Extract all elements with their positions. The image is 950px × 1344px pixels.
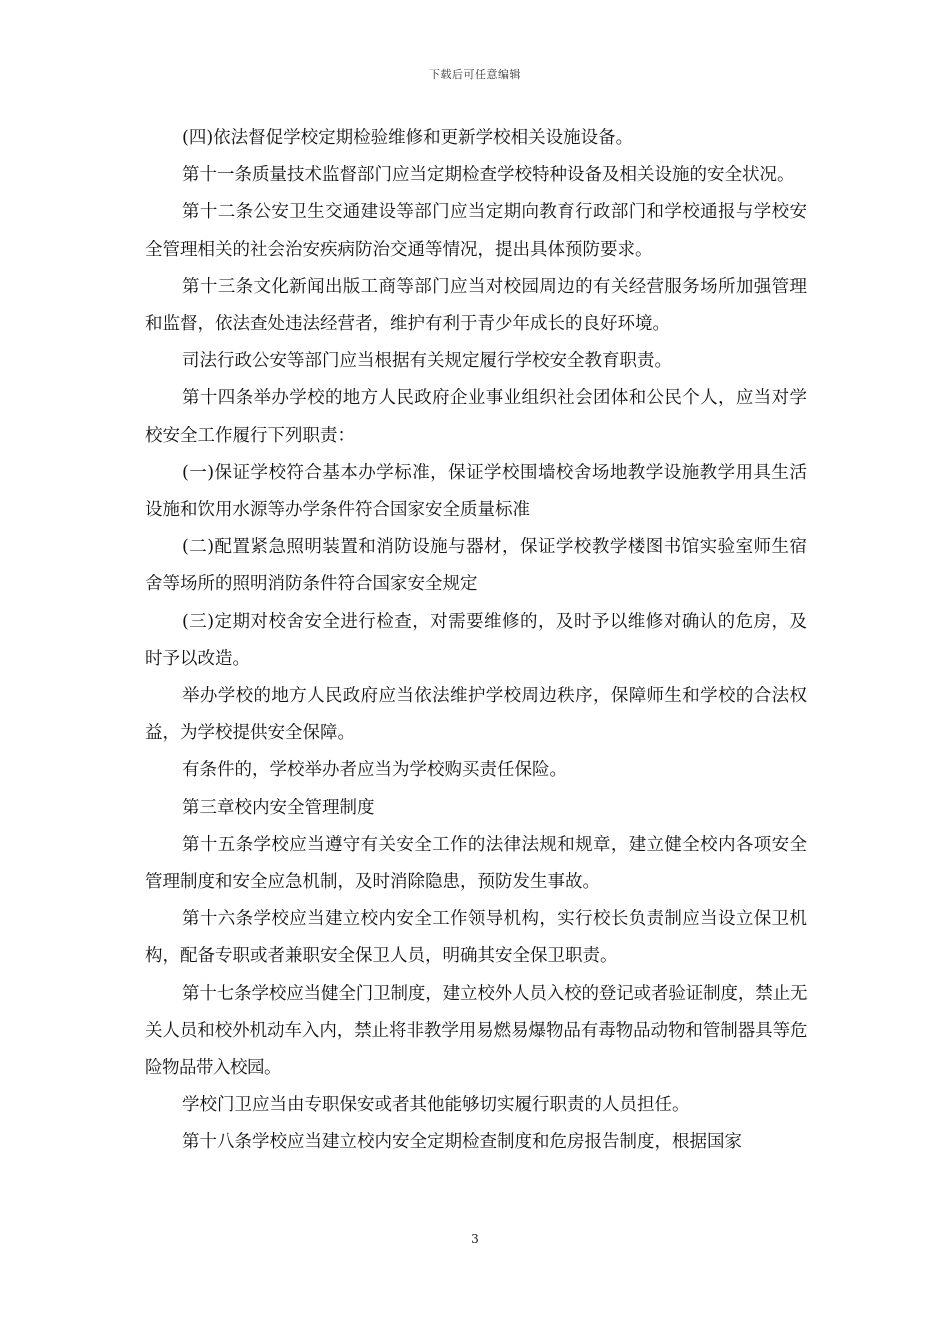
- chapter-heading: 第三章校内安全管理制度: [182, 797, 375, 818]
- paragraph: 第十四条举办学校的地方人民政府企业事业组织社会团体和公民个人，应当对学校安全工作履行下列职责：: [145, 388, 807, 446]
- paragraph: 第十三条文化新闻出版工商等部门应当对校园周边的有关经营服务场所加强管理和监督，依法查处违法经营者，维护有利于青少年成长的良好环境。: [145, 276, 807, 335]
- page-header: 下载后可任意编辑: [429, 68, 521, 81]
- paragraph: 有条件的，学校举办者应当为学校购买责任保险。: [182, 760, 567, 781]
- paragraph: 第十六条学校应当建立校内安全工作领导机构，实行校长负责制应当设立保卫机构，配备专职或者兼职安全保卫人员，明确其安全保卫职责。: [145, 909, 807, 967]
- paragraph: (三)定期对校舍安全进行检查，对需要维修的，及时予以维修对确认的危房，及时予以改造。: [145, 611, 807, 669]
- paragraph: 举办学校的地方人民政府应当依法维护学校周边秩序，保障师生和学校的合法权益，为学校提供安全保障。: [145, 686, 807, 744]
- paragraph: 第十五条学校应当遵守有关安全工作的法律法规和规章，建立健全校内各项安全管理制度和安全应急机制，及时消除隐患，预防发生事故。: [145, 834, 807, 893]
- paragraph: 第十一条质量技术监督部门应当定期检查学校特种设备及相关设施的安全状况。: [182, 165, 795, 186]
- paragraph: (四)依法督促学校定期检验维修和更新学校相关设施设备。: [182, 128, 634, 148]
- paragraph: 第十八条学校应当建立校内安全定期检查制度和危房报告制度，根据国家: [182, 1132, 742, 1153]
- paragraph: 司法行政公安等部门应当根据有关规定履行学校安全教育职责。: [182, 351, 672, 372]
- paragraph: 学校门卫应当由专职保安或者其他能够切实履行职责的人员担任。: [182, 1095, 690, 1116]
- page-number: 3: [471, 1232, 479, 1246]
- paragraph: (一)保证学校符合基本办学标准，保证学校围墙校舍场地教学设施教学用具生活设施和饮用水源等办学条件符合国家安全质量标准: [145, 462, 807, 521]
- document-body: [145, 120, 807, 1162]
- paragraph: (二)配置紧急照明装置和消防设施与器材，保证学校教学楼图书馆实验室师生宿舍等场所的照明消防条件符合国家安全规定: [145, 537, 807, 595]
- paragraph: 第十二条公安卫生交通建设等部门应当定期向教育行政部门和学校通报与学校安全管理相关的社会治安疾病防治交通等情况，提出具体预防要求。: [145, 202, 807, 260]
- paragraph: 第十七条学校应当健全门卫制度，建立校外人员入校的登记或者验证制度，禁止无关人员和校外机动车入内，禁止将非教学用易燃易爆物品有毒物品动物和管制器具等危险物品带入校园。: [145, 983, 807, 1079]
